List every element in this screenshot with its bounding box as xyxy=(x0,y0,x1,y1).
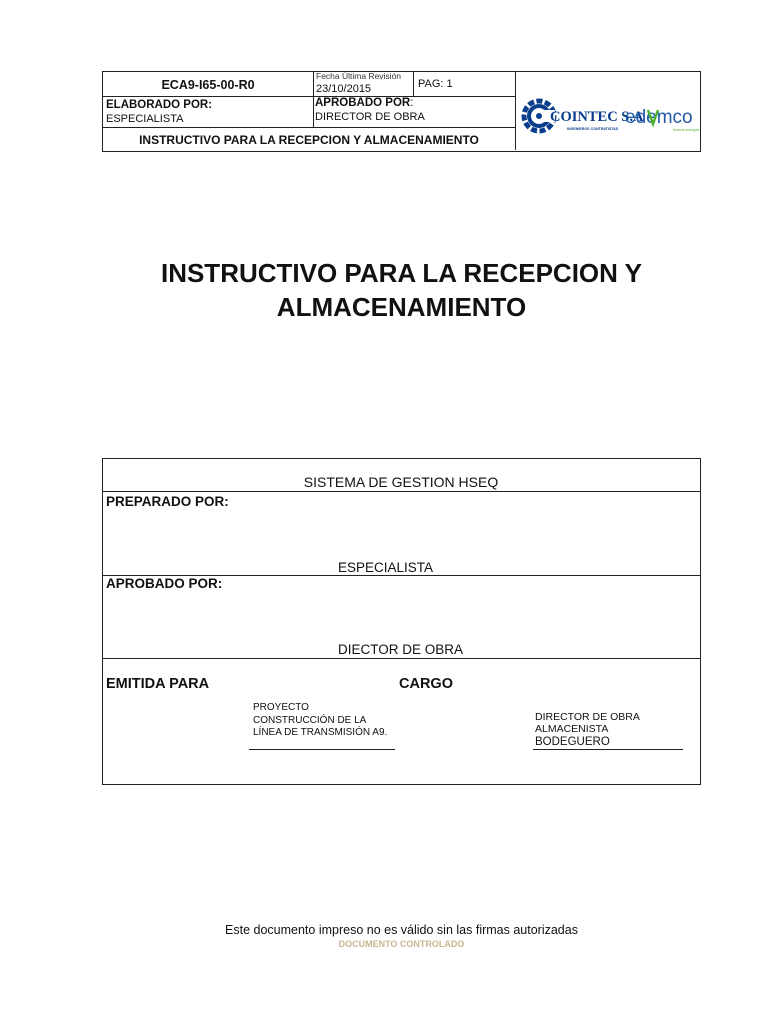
elaborado-label: ELABORADO POR: xyxy=(106,99,213,111)
project-line: CONSTRUCCIÓN DE LA xyxy=(253,714,367,726)
signature-line-cargo xyxy=(533,749,683,750)
revision-date-label: Fecha Última Revisión xyxy=(316,71,402,81)
cointec-wordmark: COINTEC S.A xyxy=(550,109,644,125)
cointec-tagline: INGENIEROS CONTRATISTAS xyxy=(567,127,619,131)
emitida-para-label: EMITIDA PARA xyxy=(106,676,210,692)
preparado-value: ESPECIALISTA xyxy=(338,560,434,575)
cargo-item: ALMACENISTA xyxy=(535,723,609,735)
aprobado-label-colon: : xyxy=(410,97,414,109)
aprobado-label-text: APROBADO POR xyxy=(315,97,411,109)
controlled-document-label: DOCUMENTO CONTROLADO xyxy=(338,939,465,949)
aprobado-label xyxy=(315,97,413,109)
page-title xyxy=(80,256,723,324)
aprobado-value: DIRECTOR DE OBRA xyxy=(315,111,425,123)
header-divider xyxy=(515,72,516,150)
hseq-approval-box xyxy=(102,458,701,785)
cargo-item: DIRECTOR DE OBRA xyxy=(535,711,640,723)
hseq-divider xyxy=(103,658,700,659)
revision-date-value: 23/10/2015 xyxy=(316,83,372,95)
emitida-para-project xyxy=(253,702,387,740)
footer-note: Este documento impreso no es válido sin las firmas autorizadas xyxy=(225,923,578,937)
signature-line-project xyxy=(249,749,395,750)
edemco-tagline: buena energía xyxy=(673,127,699,132)
preparado-label: PREPARADO POR: xyxy=(106,494,229,509)
page-title-line-2: ALMACENAMIENTO xyxy=(276,292,527,322)
cargo-list xyxy=(535,711,640,735)
aprobado-por-value: DIECTOR DE OBRA xyxy=(338,642,464,657)
document-header-table xyxy=(102,71,701,152)
header-divider xyxy=(103,127,515,128)
company-logos xyxy=(517,72,700,151)
aprobado-por-label: APROBADO POR: xyxy=(106,576,223,591)
cargo-item: BODEGUERO xyxy=(535,736,610,748)
header-document-title: INSTRUCTIVO PARA LA RECEPCION Y ALMACENAMIENTO xyxy=(139,133,479,147)
hseq-divider xyxy=(103,491,700,492)
page-number: PAG: 1 xyxy=(418,78,453,90)
edemco-wordmark: edemco xyxy=(625,107,693,128)
cargo-label: CARGO xyxy=(399,676,453,692)
header-divider xyxy=(313,72,314,127)
project-line: LÍNEA DE TRANSMISIÓN A9. xyxy=(253,727,388,738)
document-code: ECA9-I65-00-R0 xyxy=(161,77,255,92)
system-title: SISTEMA DE GESTION HSEQ xyxy=(303,474,499,490)
page-title-line-1: INSTRUCTIVO PARA LA RECEPCION Y xyxy=(160,258,643,288)
elaborado-value: ESPECIALISTA xyxy=(106,113,184,125)
header-divider xyxy=(413,72,414,97)
cointec-edemco-logo xyxy=(517,72,700,151)
project-line: PROYECTO xyxy=(253,702,309,713)
